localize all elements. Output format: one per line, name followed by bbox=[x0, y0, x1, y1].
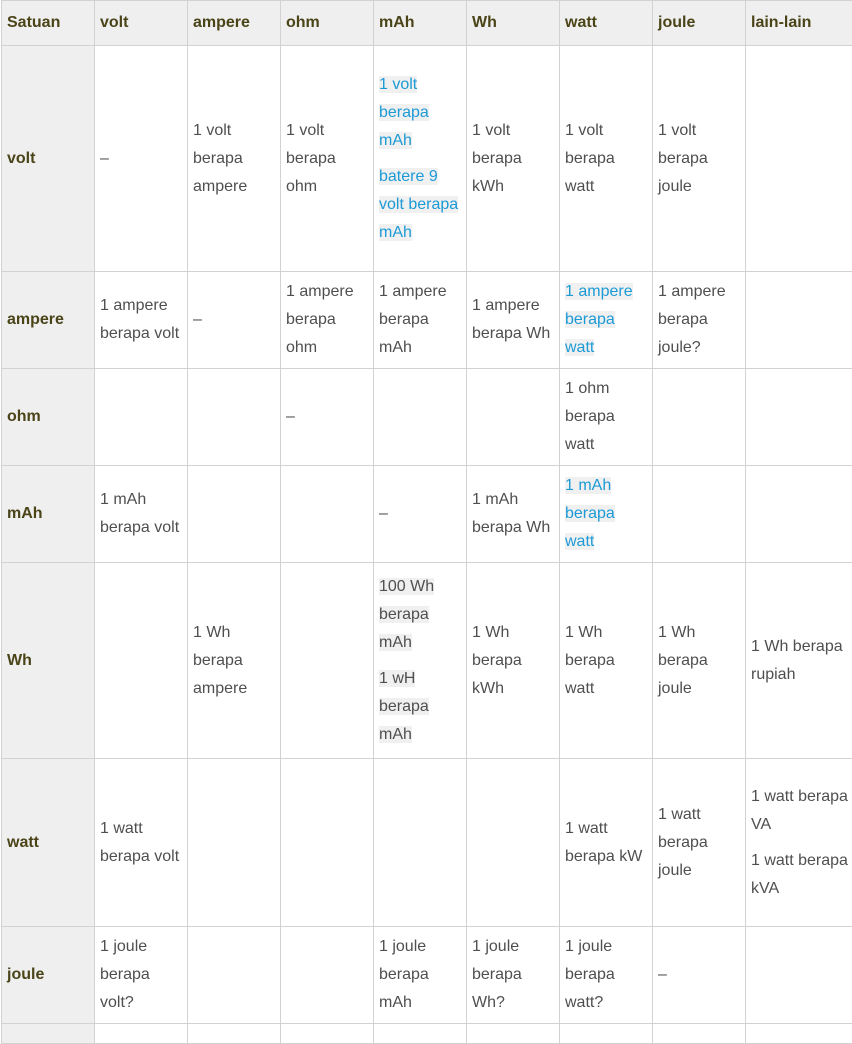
conversion-text bbox=[472, 619, 554, 703]
table-cell bbox=[560, 369, 653, 466]
conversion-text bbox=[379, 500, 461, 528]
row-header: volt bbox=[2, 46, 95, 272]
table-cell bbox=[746, 563, 852, 759]
column-header-mah: mAh bbox=[374, 1, 467, 46]
table-cell bbox=[746, 46, 852, 272]
table-cell bbox=[281, 369, 374, 466]
table-cell bbox=[467, 1024, 560, 1044]
table-cell bbox=[560, 46, 653, 272]
table-cell bbox=[467, 46, 560, 272]
conversion-text bbox=[472, 117, 554, 201]
conversion-text bbox=[658, 278, 740, 362]
conversion-label[interactable]: batere 9 volt berapa mAh bbox=[379, 168, 458, 241]
table-cell bbox=[653, 927, 746, 1024]
table-cell bbox=[95, 46, 188, 272]
conversion-label: 1 volt berapa ampere bbox=[193, 122, 247, 195]
conversion-text bbox=[100, 815, 182, 871]
conversion-label: 1 watt berapa joule bbox=[658, 806, 708, 879]
table-cell bbox=[746, 1024, 852, 1044]
table-cell bbox=[467, 272, 560, 369]
table-cell bbox=[281, 927, 374, 1024]
table-cell bbox=[560, 272, 653, 369]
column-header-watt: watt bbox=[560, 1, 653, 46]
conversion-label: 1 ampere berapa Wh bbox=[472, 297, 550, 342]
table-cell bbox=[188, 759, 281, 927]
table-cell bbox=[746, 369, 852, 466]
conversion-text bbox=[379, 573, 461, 657]
conversion-text bbox=[379, 278, 461, 362]
table-cell bbox=[95, 563, 188, 759]
conversion-text bbox=[658, 117, 740, 201]
table-cell bbox=[281, 1024, 374, 1044]
column-header-lain-lain: lain-lain bbox=[746, 1, 852, 46]
conversion-label: 1 wH berapa mAh bbox=[379, 670, 429, 743]
table-cell bbox=[95, 927, 188, 1024]
table-cell bbox=[188, 46, 281, 272]
conversion-text bbox=[379, 933, 461, 1017]
conversion-label: 1 ampere berapa ohm bbox=[286, 283, 354, 356]
conversion-label: 1 ampere berapa volt bbox=[100, 297, 179, 342]
table-row bbox=[2, 466, 852, 563]
table-cell bbox=[374, 46, 467, 272]
table-cell bbox=[188, 272, 281, 369]
table-cell bbox=[374, 466, 467, 563]
conversion-label: 1 Wh berapa joule bbox=[658, 624, 708, 697]
conversion-text bbox=[472, 933, 554, 1017]
conversion-link[interactable] bbox=[565, 278, 647, 362]
conversion-text bbox=[193, 117, 275, 201]
table-cell bbox=[746, 466, 852, 563]
conversion-label: 1 Wh berapa watt bbox=[565, 624, 615, 697]
conversion-text bbox=[751, 633, 849, 689]
conversion-label: 1 mAh berapa volt bbox=[100, 491, 179, 536]
conversion-label: 1 watt berapa kVA bbox=[751, 852, 848, 897]
table-cell bbox=[746, 927, 852, 1024]
table-cell bbox=[653, 272, 746, 369]
conversion-label: 1 volt berapa kWh bbox=[472, 122, 522, 195]
conversion-text bbox=[100, 145, 182, 173]
table-cell bbox=[467, 369, 560, 466]
row-header: mAh bbox=[2, 466, 95, 563]
table-row bbox=[2, 272, 852, 369]
column-header-joule: joule bbox=[653, 1, 746, 46]
conversion-label: 100 Wh berapa mAh bbox=[379, 578, 434, 651]
conversion-text bbox=[565, 933, 647, 1017]
conversion-label: – bbox=[658, 966, 667, 983]
conversion-label: 1 volt berapa watt bbox=[565, 122, 615, 195]
conversion-text bbox=[286, 117, 368, 201]
conversion-label: – bbox=[379, 505, 388, 522]
conversion-link[interactable] bbox=[565, 472, 647, 556]
table-cell bbox=[281, 759, 374, 927]
table-cell bbox=[653, 563, 746, 759]
conversion-label[interactable]: 1 ampere berapa watt bbox=[565, 283, 633, 356]
table-row bbox=[2, 369, 852, 466]
table-cell bbox=[95, 1024, 188, 1044]
table-cell bbox=[560, 563, 653, 759]
table-cell bbox=[653, 46, 746, 272]
conversion-label: – bbox=[286, 408, 295, 425]
conversion-label: 1 volt berapa ohm bbox=[286, 122, 336, 195]
table-cell bbox=[746, 759, 852, 927]
table-cell bbox=[188, 369, 281, 466]
column-header-wh: Wh bbox=[467, 1, 560, 46]
table-cell bbox=[467, 759, 560, 927]
conversion-text bbox=[379, 665, 461, 749]
table-row bbox=[2, 46, 852, 272]
table-cell bbox=[281, 272, 374, 369]
conversion-label[interactable]: 1 mAh berapa watt bbox=[565, 477, 615, 550]
table-cell bbox=[560, 466, 653, 563]
table-cell bbox=[746, 272, 852, 369]
conversion-text bbox=[193, 619, 275, 703]
conversion-text bbox=[286, 403, 368, 431]
conversion-label: 1 Wh berapa ampere bbox=[193, 624, 247, 697]
conversion-label: 1 ohm berapa watt bbox=[565, 380, 615, 453]
row-header: joule bbox=[2, 927, 95, 1024]
column-header-ohm: ohm bbox=[281, 1, 374, 46]
table-cell bbox=[374, 272, 467, 369]
table-cell bbox=[374, 1024, 467, 1044]
table-row bbox=[2, 927, 852, 1024]
conversion-label: 1 mAh berapa Wh bbox=[472, 491, 550, 536]
table-body bbox=[2, 46, 852, 1044]
table-cell bbox=[467, 563, 560, 759]
conversion-label: – bbox=[193, 311, 202, 328]
conversion-text bbox=[286, 278, 368, 362]
conversion-text bbox=[658, 619, 740, 703]
conversion-label: 1 Wh berapa rupiah bbox=[751, 638, 843, 683]
table-cell bbox=[560, 759, 653, 927]
column-header-satuan: Satuan bbox=[2, 1, 95, 46]
table-cell bbox=[188, 927, 281, 1024]
table-cell bbox=[95, 272, 188, 369]
table-cell bbox=[374, 563, 467, 759]
column-header-volt: volt bbox=[95, 1, 188, 46]
conversion-label: 1 watt berapa VA bbox=[751, 788, 848, 833]
table-cell bbox=[374, 369, 467, 466]
conversion-label: 1 watt berapa kW bbox=[565, 820, 642, 865]
table-cell bbox=[188, 563, 281, 759]
column-header-ampere: ampere bbox=[188, 1, 281, 46]
conversion-text bbox=[100, 486, 182, 542]
row-header: ohm bbox=[2, 369, 95, 466]
table-cell bbox=[374, 759, 467, 927]
conversion-label: – bbox=[100, 150, 109, 167]
table-cell bbox=[281, 563, 374, 759]
conversion-text bbox=[565, 375, 647, 459]
row-header: ampere bbox=[2, 272, 95, 369]
table-row bbox=[2, 1024, 852, 1044]
conversion-label: 1 joule berapa Wh? bbox=[472, 938, 522, 1011]
table-cell bbox=[95, 759, 188, 927]
conversion-text bbox=[565, 619, 647, 703]
conversion-text bbox=[751, 783, 849, 839]
table-cell bbox=[467, 927, 560, 1024]
conversion-label: 1 Wh berapa kWh bbox=[472, 624, 522, 697]
table-cell bbox=[2, 1024, 95, 1044]
conversion-text bbox=[472, 292, 554, 348]
conversion-link[interactable] bbox=[379, 71, 461, 155]
table-cell bbox=[467, 466, 560, 563]
conversion-label: 1 watt berapa volt bbox=[100, 820, 179, 865]
conversion-link[interactable] bbox=[379, 163, 461, 247]
table-cell bbox=[281, 466, 374, 563]
row-header: watt bbox=[2, 759, 95, 927]
table-cell bbox=[188, 1024, 281, 1044]
header-row bbox=[2, 1, 852, 46]
conversion-label[interactable]: 1 volt berapa mAh bbox=[379, 76, 429, 149]
conversion-text bbox=[658, 961, 740, 989]
conversion-text bbox=[565, 117, 647, 201]
table-row bbox=[2, 759, 852, 927]
conversion-text bbox=[100, 292, 182, 348]
conversion-label: 1 joule berapa volt? bbox=[100, 938, 150, 1011]
conversion-text bbox=[751, 847, 849, 903]
table-cell bbox=[188, 466, 281, 563]
conversion-label: 1 volt berapa joule bbox=[658, 122, 708, 195]
conversion-text bbox=[658, 801, 740, 885]
unit-conversion-table bbox=[1, 0, 852, 1044]
table-cell bbox=[95, 466, 188, 563]
conversion-label: 1 joule berapa mAh bbox=[379, 938, 429, 1011]
conversion-text bbox=[100, 933, 182, 1017]
row-header: Wh bbox=[2, 563, 95, 759]
table-cell bbox=[560, 1024, 653, 1044]
table-cell bbox=[653, 759, 746, 927]
table-cell bbox=[281, 46, 374, 272]
table-cell bbox=[653, 466, 746, 563]
conversion-text bbox=[565, 815, 647, 871]
conversion-text bbox=[472, 486, 554, 542]
table-cell bbox=[374, 927, 467, 1024]
conversion-label: 1 joule berapa watt? bbox=[565, 938, 615, 1011]
table-cell bbox=[95, 369, 188, 466]
table-cell bbox=[653, 1024, 746, 1044]
table-row bbox=[2, 563, 852, 759]
table-cell bbox=[653, 369, 746, 466]
conversion-label: 1 ampere berapa joule? bbox=[658, 283, 726, 356]
table-cell bbox=[560, 927, 653, 1024]
conversion-text bbox=[193, 306, 275, 334]
conversion-label: 1 ampere berapa mAh bbox=[379, 283, 447, 356]
